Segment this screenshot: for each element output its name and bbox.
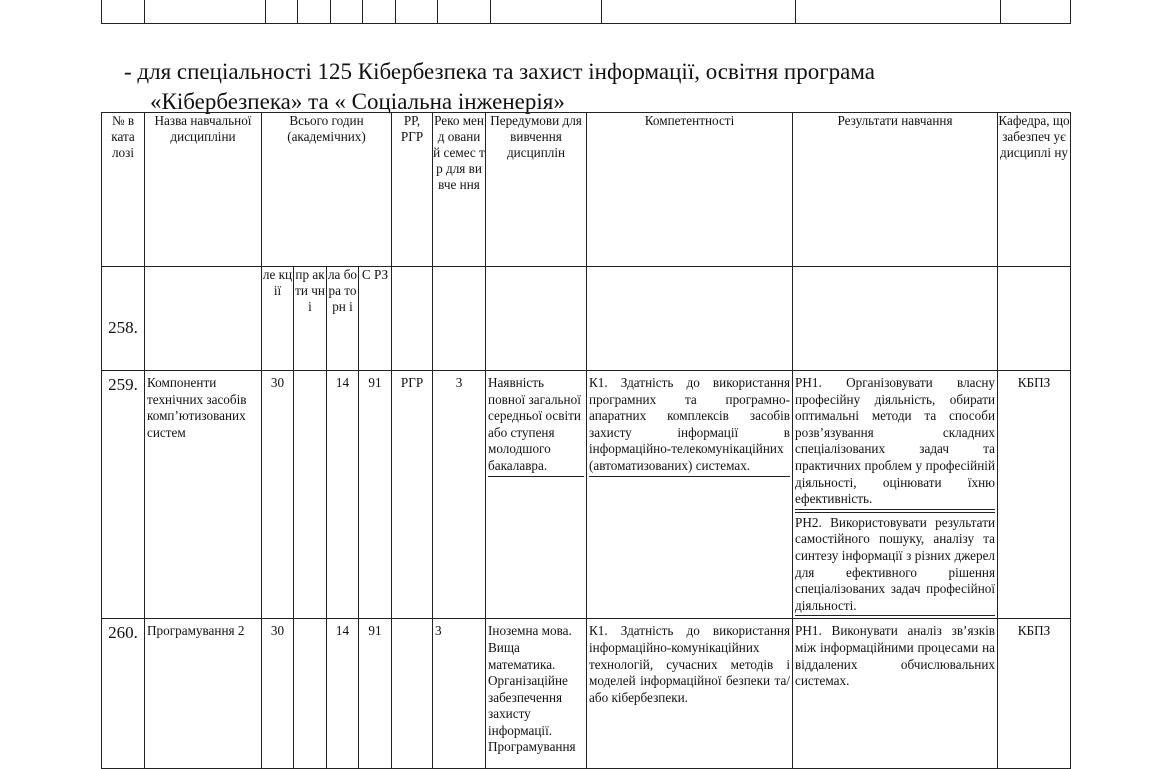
row-number: 260. [102, 619, 145, 769]
section-heading [124, 57, 875, 117]
table-row [102, 619, 1071, 769]
lab-hours: 14 [327, 619, 359, 769]
srz-hours: 91 [359, 371, 392, 619]
header-semester: Реко менд овани й семес тр для вивче ння [433, 113, 486, 267]
practical-hours [294, 371, 327, 619]
result-item: РН2. Використовувати результати самостійного пошуку, аналізу та синтезу інформації з різних джерел для ефективного рішення спеціалізованих задач професійної діяльності. [795, 512, 995, 617]
prerequisites [486, 371, 587, 619]
prerequisites-text: Наявність повної загальної середньої освіти або ступеня молодшого бакалавра. [488, 375, 584, 477]
competence-text: К1. Здатність до використання програмних та програмно-апаратних комплексів засобів захисту інформації в інформаційно-телекомунікаційних (автоматизованих) системах. [589, 375, 790, 477]
prev-cell [145, 0, 266, 24]
learning-results [793, 619, 998, 769]
lectures-hours: 30 [262, 371, 294, 619]
subheader-empty [587, 267, 793, 371]
prerequisites: Іноземна мова. Вища математика. Організаційне забезпечення захисту інформації. Програмування [486, 619, 587, 769]
discipline-name: Програмування 2 [145, 619, 262, 769]
result-item: РН1. Організовувати власну професійну діяльність, обирати оптимальні методи та способи розв’язування складних спеціалізованих задач та практичних проблем у професійній діяльності, оцінювати їхню ефективність. [795, 375, 995, 510]
subheader-row [102, 267, 1071, 371]
competence [587, 371, 793, 619]
header-row [102, 113, 1071, 267]
subheader-practical: пр ак ти чн і [294, 267, 327, 371]
table-row [102, 371, 1071, 619]
subheader-lectures: ле кц ії [262, 267, 294, 371]
result-item: РН1. Виконувати аналіз зв’язків між інформаційними процесами на віддалених обчислювальних системах. [795, 623, 996, 689]
subheader-empty [433, 267, 486, 371]
prev-cell [396, 0, 438, 24]
header-name: Назва навчальної дисципліни [145, 113, 262, 267]
header-prereq: Передумови для вивчення дисциплін [486, 113, 587, 267]
subheader-empty [392, 267, 433, 371]
srz-hours: 91 [359, 619, 392, 769]
rgr-type [392, 619, 433, 769]
lab-hours: 14 [327, 371, 359, 619]
header-dept: Кафедра, що забезпеч ує дисциплі ну [998, 113, 1071, 267]
semester: 3 [433, 371, 486, 619]
subheader-empty [486, 267, 587, 371]
subheader-empty [793, 267, 998, 371]
prev-cell [331, 0, 363, 24]
subheader-empty [998, 267, 1071, 371]
header-results: Результати навчання [793, 113, 998, 267]
discipline-name: Компоненти технічних засобів комп’ютизованих систем [145, 371, 262, 619]
prev-cell [438, 0, 491, 24]
practical-hours [294, 619, 327, 769]
subheader-empty [145, 267, 262, 371]
prev-cell [796, 0, 1001, 24]
learning-results [793, 371, 998, 619]
curriculum-table [101, 112, 1071, 769]
section-heading-line2: «Кібербезпека» та « Соціальна інженерія» [150, 89, 565, 114]
subheader-lab: ла бо ра то рн і [327, 267, 359, 371]
rgr-type: РГР [392, 371, 433, 619]
prev-cell [298, 0, 331, 24]
prev-cell [602, 0, 796, 24]
prev-cell [1001, 0, 1071, 24]
section-heading-line1: - для спеціальності 125 Кібербезпека та захист інформації, освітня програма [124, 59, 875, 84]
lectures-hours: 30 [262, 619, 294, 769]
prev-cell [102, 0, 145, 24]
prev-cell [491, 0, 602, 24]
previous-table-fragment [101, 0, 1071, 24]
header-competence: Компетентності [587, 113, 793, 267]
header-rgr: РР, РГР [392, 113, 433, 267]
header-hours: Всього годин (академічних) [262, 113, 392, 267]
competence: К1. Здатність до використання інформаційно-комунікаційних технологій, сучасних методів і моделей інформаційної безпеки та/або кібербезпеки. [587, 619, 793, 769]
department: КБПЗ [998, 619, 1071, 769]
row-number: 258. [102, 267, 145, 371]
department: КБПЗ [998, 371, 1071, 619]
row-number: 259. [102, 371, 145, 619]
semester: 3 [433, 619, 486, 769]
prev-cell [363, 0, 396, 24]
prev-cell [266, 0, 298, 24]
subheader-srz: С РЗ [359, 267, 392, 371]
header-num: № в ката лозі [102, 113, 145, 267]
